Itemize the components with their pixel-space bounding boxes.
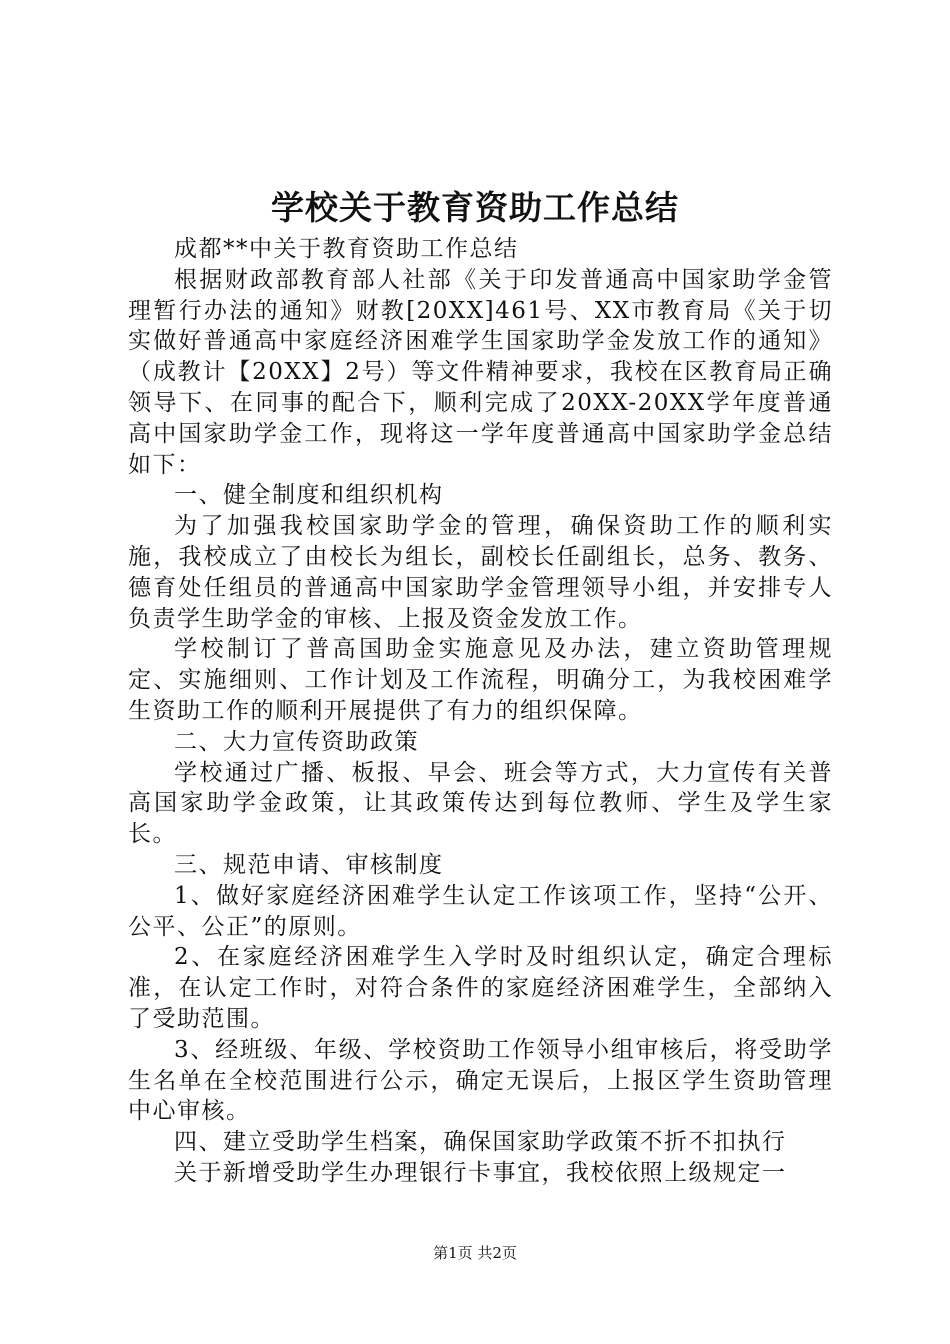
section-heading-2: 二、大力宣传资助政策 — [174, 728, 419, 755]
numbered-item-3: 3、经班级、年级、学校资助工作领导小组审核后，将受助学生名单在全校范围进行公示，确定无误后，上报区学生资助管理中心审核。 — [128, 1036, 833, 1125]
numbered-item-2: 2、在家庭经济困难学生入学时及时组织认定，确定合理标准，在认定工作时，对符合条件的家庭经济困难学生，全部纳入了受助范围。 — [128, 944, 833, 1032]
body-paragraph: 关于新增受助学生办理银行卡事宜，我校依照上级规定一 — [174, 1159, 787, 1186]
page-number-footer: 第1页 共2页 — [433, 1244, 517, 1262]
numbered-item-1: 1、做好家庭经济困难学生认定工作该项工作，坚持“公开、公平、公正”的原则。 — [128, 882, 833, 940]
body-paragraph: 为了加强我校国家助学金的管理，确保资助工作的顺利实施，我校成立了由校长为组长，副校长任副组长，总务、教务、德育处任组员的普通高中国家助学金管理领导小组，并安排专人负责学生助学金的审核、上报及资金发放工作。 — [128, 513, 833, 632]
section-heading-3: 三、规范申请、审核制度 — [174, 851, 444, 878]
subtitle-paragraph: 成都**中关于教育资助工作总结 — [174, 236, 519, 262]
section-heading-1: 一、健全制度和组织机构 — [174, 482, 444, 509]
section-heading-4: 四、建立受助学生档案，确保国家助学政策不折不扣执行 — [174, 1129, 787, 1156]
body-paragraph: 学校制订了普高国助金实施意见及办法，建立资助管理规定、实施细则、工作计划及工作流程，明确分工，为我校困难学生资助工作的顺利开展提供了有力的组织保障。 — [128, 636, 833, 724]
document-body — [128, 234, 833, 1189]
document-title: 学校关于教育资助工作总结 — [271, 188, 679, 227]
body-paragraph: 学校通过广播、板报、早会、班会等方式，大力宣传有关普高国家助学金政策，让其政策传达到每位教师、学生及学生家长。 — [128, 759, 833, 848]
intro-paragraph: 根据财政部教育部人社部《关于印发普通高中国家助学金管理暂行办法的通知》财教[20XX]461号、XX市教育局《关于切实做好普通高中家庭经济困难学生国家助学金发放工作的通知》（成教计【20XX】2号）等文件精神要求，我校在区教育局正确领导下、在同事的配合下，顺利完成了20XX-20XX学年度普通高中国家助学金工作，现将这一学年度普通高中国家助学金总结如下： — [128, 266, 833, 478]
